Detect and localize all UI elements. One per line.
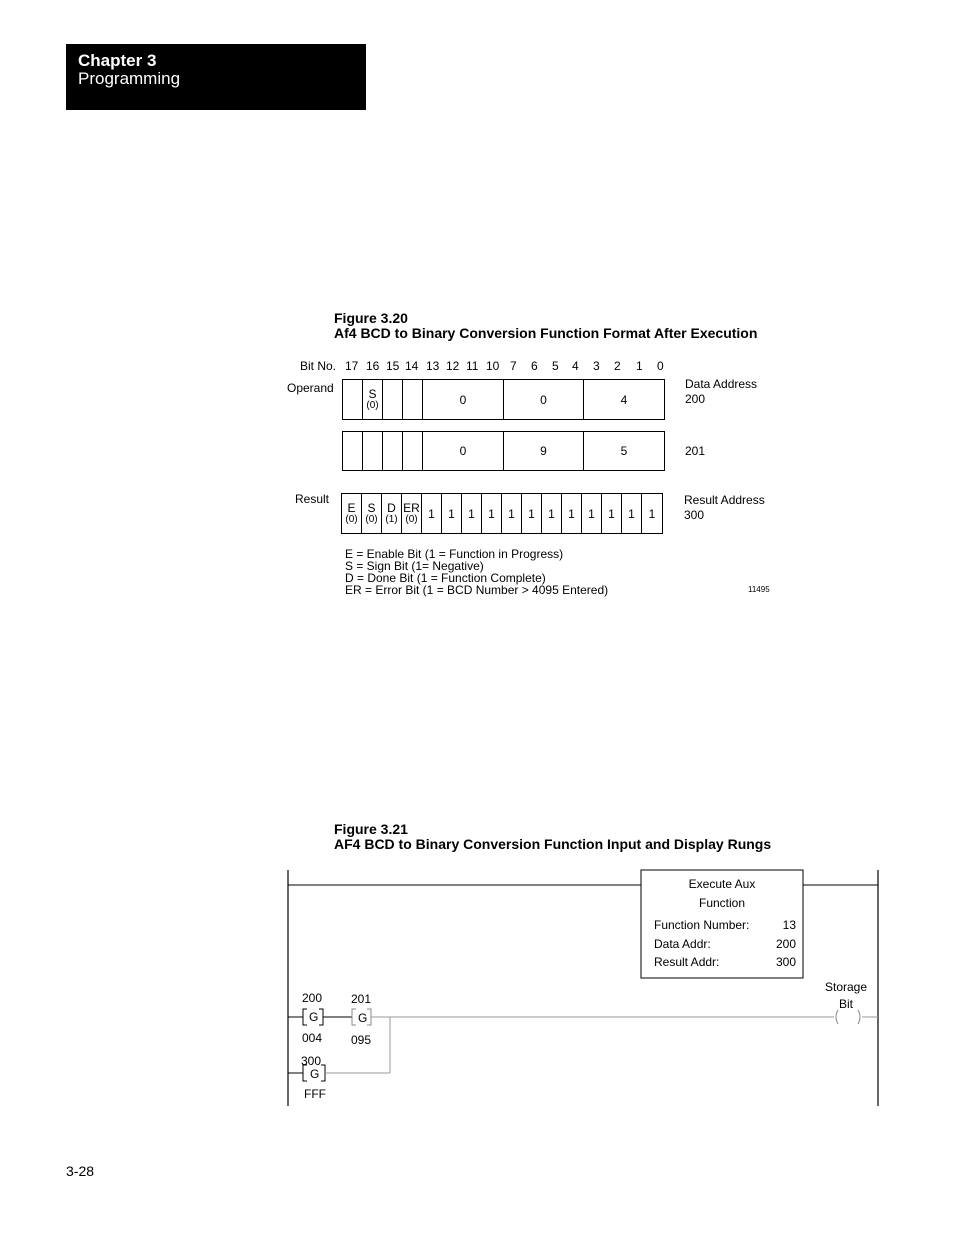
block-row-label: Result Addr: [654, 955, 720, 969]
block-row-value: 200 [775, 937, 796, 951]
bcd-digit: 5 [620, 444, 628, 458]
result-bit: 1 [528, 506, 535, 521]
bcd-digit: 9 [540, 444, 547, 458]
chapter-number: Chapter 3 [78, 51, 157, 70]
bit-number: 0 [657, 359, 664, 373]
block-row-value: 13 [782, 918, 796, 932]
sign-bit-name: S [368, 386, 377, 401]
bit-number: 10 [486, 359, 500, 373]
contact-value: 004 [302, 1031, 323, 1045]
output-label-line2: Bit [838, 997, 853, 1011]
contact-symbol: G [310, 1067, 320, 1081]
bit-number: 2 [614, 359, 621, 373]
block-row-label: Data Addr: [654, 937, 711, 951]
bit-number: 13 [426, 359, 440, 373]
flag-value: (1) [385, 513, 398, 525]
result-bit: 1 [648, 506, 656, 521]
result-label: Result [295, 492, 330, 506]
data-address-label: Data Address [685, 377, 758, 391]
figure2-label: Figure 3.21 [334, 821, 408, 837]
legend-line: S = Sign Bit (1= Negative) [345, 559, 484, 573]
figure1-ref-number: 11495 [748, 585, 770, 594]
bit-number: 5 [552, 359, 559, 373]
contact-symbol: G [309, 1010, 319, 1024]
bit-number: 15 [386, 359, 400, 373]
block-row-value: 300 [775, 955, 796, 969]
result-address-label: Result Address [684, 493, 765, 507]
bit-number: 6 [531, 359, 538, 373]
page-number: 3-28 [66, 1163, 95, 1179]
result-bit: 1 [448, 506, 455, 521]
block-title-line2: Function [698, 896, 746, 910]
flag-name: D [387, 500, 396, 515]
chapter-title: Programming [78, 69, 181, 88]
block-title-line1: Execute Aux [688, 877, 756, 891]
result-bit: 1 [608, 506, 615, 521]
legend-line: E = Enable Bit (1 = Function in Progress) [345, 547, 564, 561]
block-row-label: Function Number: [654, 918, 750, 932]
bit-number: 16 [366, 359, 380, 373]
bit-number: 14 [405, 359, 419, 373]
bit-number: 17 [345, 359, 359, 373]
legend-line: ER = Error Bit (1 = BCD Number > 4095 Entered) [345, 583, 609, 597]
bit-number: 11 [466, 359, 479, 373]
bcd-digit: 0 [459, 392, 467, 407]
result-bit: 1 [508, 506, 515, 521]
contact-address: 300 [301, 1054, 322, 1068]
flag-value: (0) [365, 513, 378, 525]
bit-number: 7 [510, 359, 517, 373]
contact-address: 200 [302, 991, 323, 1005]
flag-name: S [367, 500, 376, 515]
bit-number: 4 [572, 359, 579, 373]
sign-bit-value: (0) [366, 399, 379, 411]
flag-value: (0) [405, 513, 418, 525]
figure1-label: Figure 3.20 [334, 310, 408, 326]
result-bit: 1 [428, 506, 435, 521]
result-address-value: 300 [684, 508, 705, 522]
flag-name: E [347, 500, 356, 515]
flag-value: (0) [345, 513, 358, 525]
contact-value: 095 [351, 1033, 372, 1047]
bcd-digit: 0 [459, 444, 467, 458]
operand-label: Operand [287, 381, 334, 395]
bcd-digit: 0 [540, 392, 547, 407]
result-bit: 1 [488, 506, 495, 521]
flag-name: ER [403, 500, 420, 515]
output-label-line1: Storage [824, 980, 868, 994]
bcd-digit: 4 [620, 392, 628, 407]
contact-value: FFF [304, 1087, 326, 1101]
bit-number: 1 [636, 359, 643, 373]
result-bit: 1 [628, 506, 635, 521]
data-address-value: 200 [685, 392, 706, 406]
result-bit: 1 [568, 506, 575, 521]
row2-address-value: 201 [685, 444, 706, 458]
figure1-title: Af4 BCD to Binary Conversion Function Format After Execution [334, 325, 758, 341]
result-bit: 1 [588, 506, 595, 521]
figure2-title: AF4 BCD to Binary Conversion Function Input and Display Rungs [334, 836, 772, 852]
result-bit: 1 [548, 506, 555, 521]
legend-line: D = Done Bit (1 = Function Complete) [345, 571, 546, 585]
contact-address: 201 [351, 992, 372, 1006]
result-bit: 1 [468, 506, 475, 521]
contact-symbol: G [358, 1011, 368, 1025]
bit-no-label: Bit No. [300, 359, 337, 373]
bit-number: 3 [593, 359, 600, 373]
bit-number: 12 [446, 359, 460, 373]
